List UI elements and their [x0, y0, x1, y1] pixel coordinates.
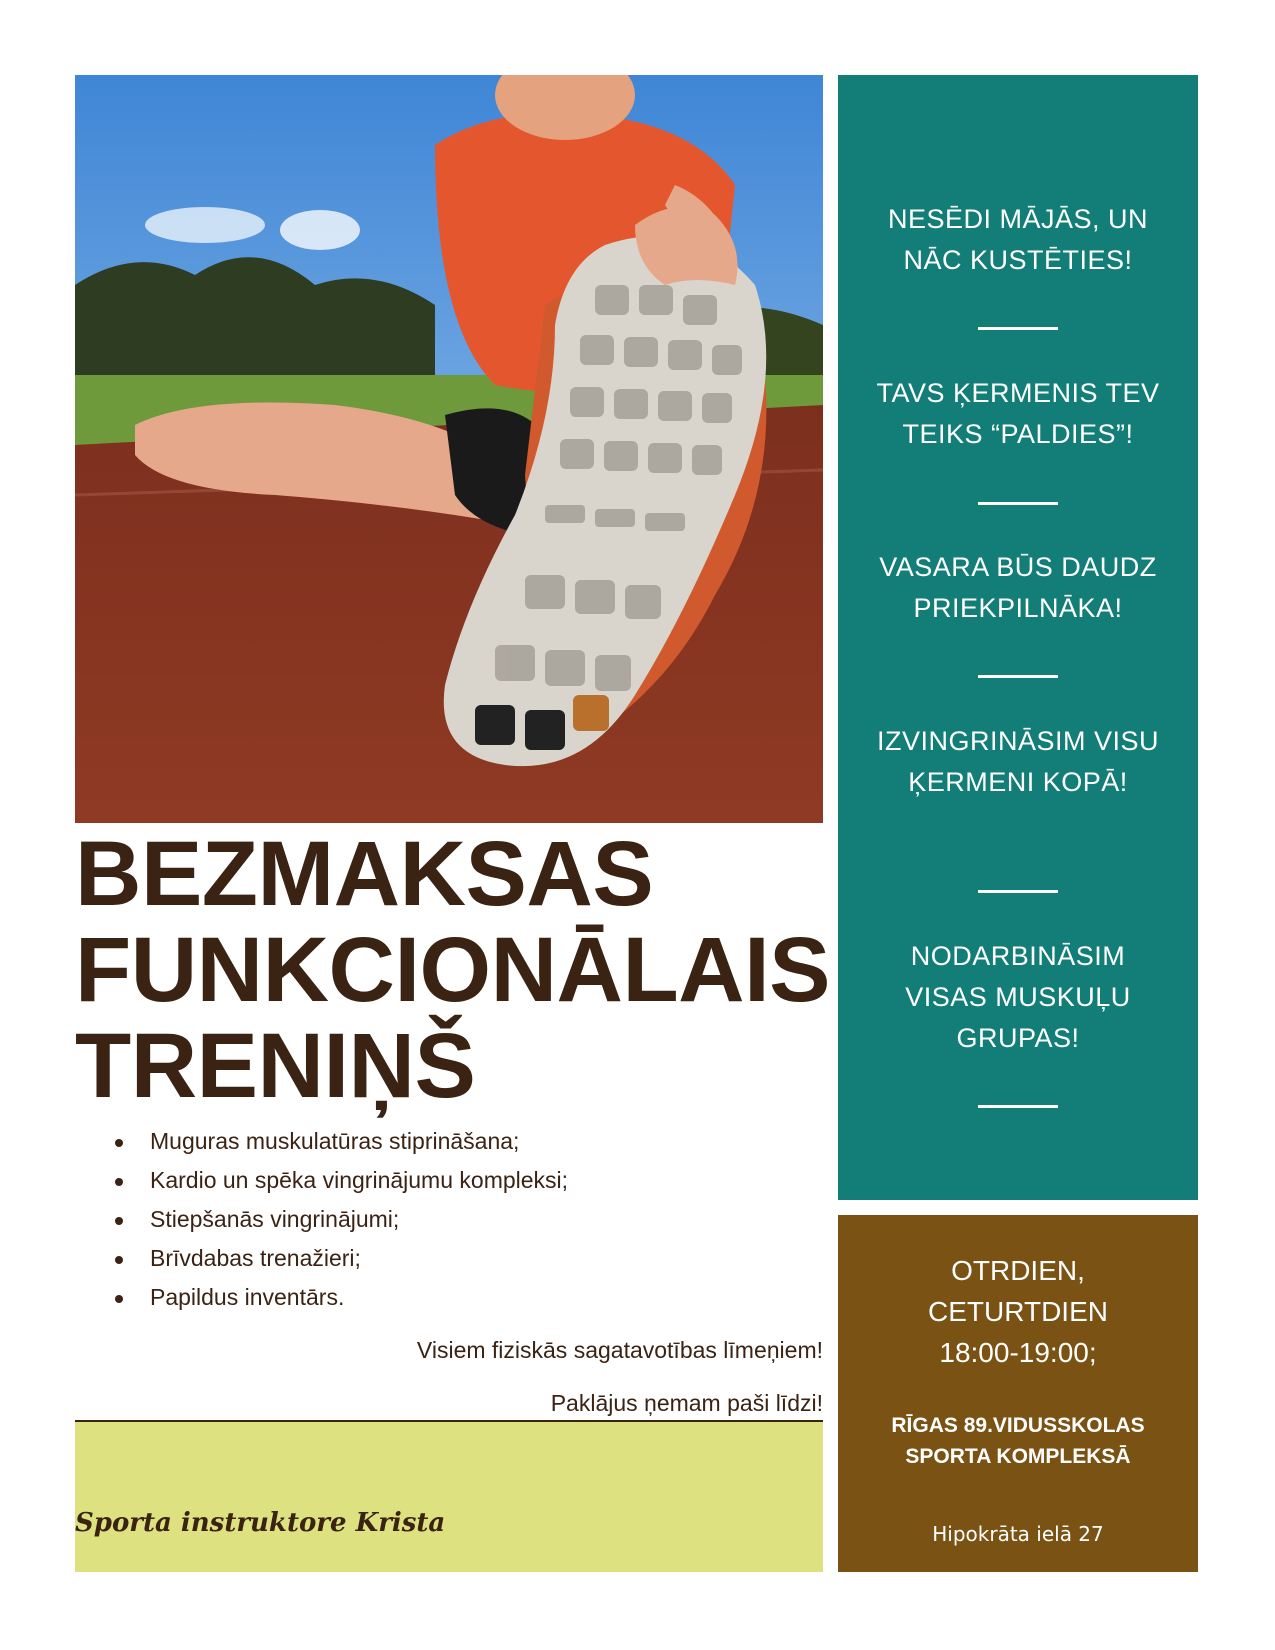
slogan-2: [838, 373, 1198, 455]
slogan-3: [838, 547, 1198, 629]
slogan-divider: [978, 502, 1058, 505]
slogan-2-line-1: TAVS ĶERMENIS TEV: [876, 378, 1160, 408]
slogan-4-line-1: IZVINGRINĀSIM VISU: [876, 726, 1160, 756]
slogan-divider: [978, 327, 1058, 330]
headline-line-3: TRENIŅŠ: [75, 1015, 476, 1117]
slogan-1: [838, 199, 1198, 281]
hero-photo: [75, 75, 823, 823]
venue-line-1: RĪGAS 89.VIDUSSKOLAS: [891, 1414, 1145, 1437]
headline-line-2: FUNKCIONĀLAIS: [75, 919, 831, 1021]
slogan-divider: [978, 1105, 1058, 1108]
list-item: Stiepšanās vingrinājumi;: [110, 1200, 568, 1239]
slogan-2-line-2: TEIKS “PALDIES”!: [902, 419, 1134, 449]
flyer-headline: [75, 823, 835, 1117]
runner-shoe-illustration: [75, 75, 823, 823]
feature-list: [110, 1122, 568, 1317]
instructor-panel: [75, 1422, 823, 1572]
slogan-panel: [838, 75, 1198, 1200]
venue-text: [838, 1410, 1198, 1472]
venue-line-2: SPORTA KOMPLEKSĀ: [905, 1445, 1131, 1468]
list-item: Papildus inventārs.: [110, 1278, 568, 1317]
slogan-4: [838, 721, 1198, 803]
instructor-name: Sporta instruktore Krista: [75, 1508, 446, 1538]
slogan-divider: [978, 675, 1058, 678]
list-item: Kardio un spēka vingrinājumu kompleksi;: [110, 1161, 568, 1200]
slogan-4-line-2: ĶERMENI KOPĀ!: [908, 767, 1128, 797]
list-item: Brīvdabas trenažieri;: [110, 1239, 568, 1278]
schedule-panel: [838, 1215, 1198, 1572]
slogan-5: [838, 936, 1198, 1059]
slogan-1-line-2: NĀC KUSTĒTIES!: [903, 245, 1133, 275]
slogan-5-line-3: GRUPAS!: [956, 1023, 1080, 1053]
slogan-divider: [978, 890, 1058, 893]
headline-line-1: BEZMAKSAS: [75, 823, 654, 925]
schedule-time: 18:00-19:00;: [939, 1337, 1097, 1368]
schedule-text: [838, 1250, 1198, 1373]
slogan-3-line-2: PRIEKPILNĀKA!: [913, 593, 1123, 623]
slogan-5-line-1: NODARBINĀSIM: [910, 941, 1126, 971]
mats-note: Paklājus ņemam paši līdzi!: [550, 1390, 823, 1416]
levels-note: Visiem fiziskās sagatavotības līmeņiem!: [416, 1337, 823, 1363]
address-text: Hipokrāta ielā 27: [932, 1522, 1104, 1546]
slogan-1-line-1: NESĒDI MĀJĀS, UN: [887, 204, 1149, 234]
slogan-5-line-2: VISAS MUSKUĻU: [905, 982, 1131, 1012]
slogan-3-line-1: VASARA BŪS DAUDZ: [879, 552, 1157, 582]
schedule-day-2: CETURTDIEN: [928, 1296, 1108, 1327]
schedule-day-1: OTRDIEN,: [951, 1255, 1085, 1286]
list-item: Muguras muskulatūras stiprināšana;: [110, 1122, 568, 1161]
